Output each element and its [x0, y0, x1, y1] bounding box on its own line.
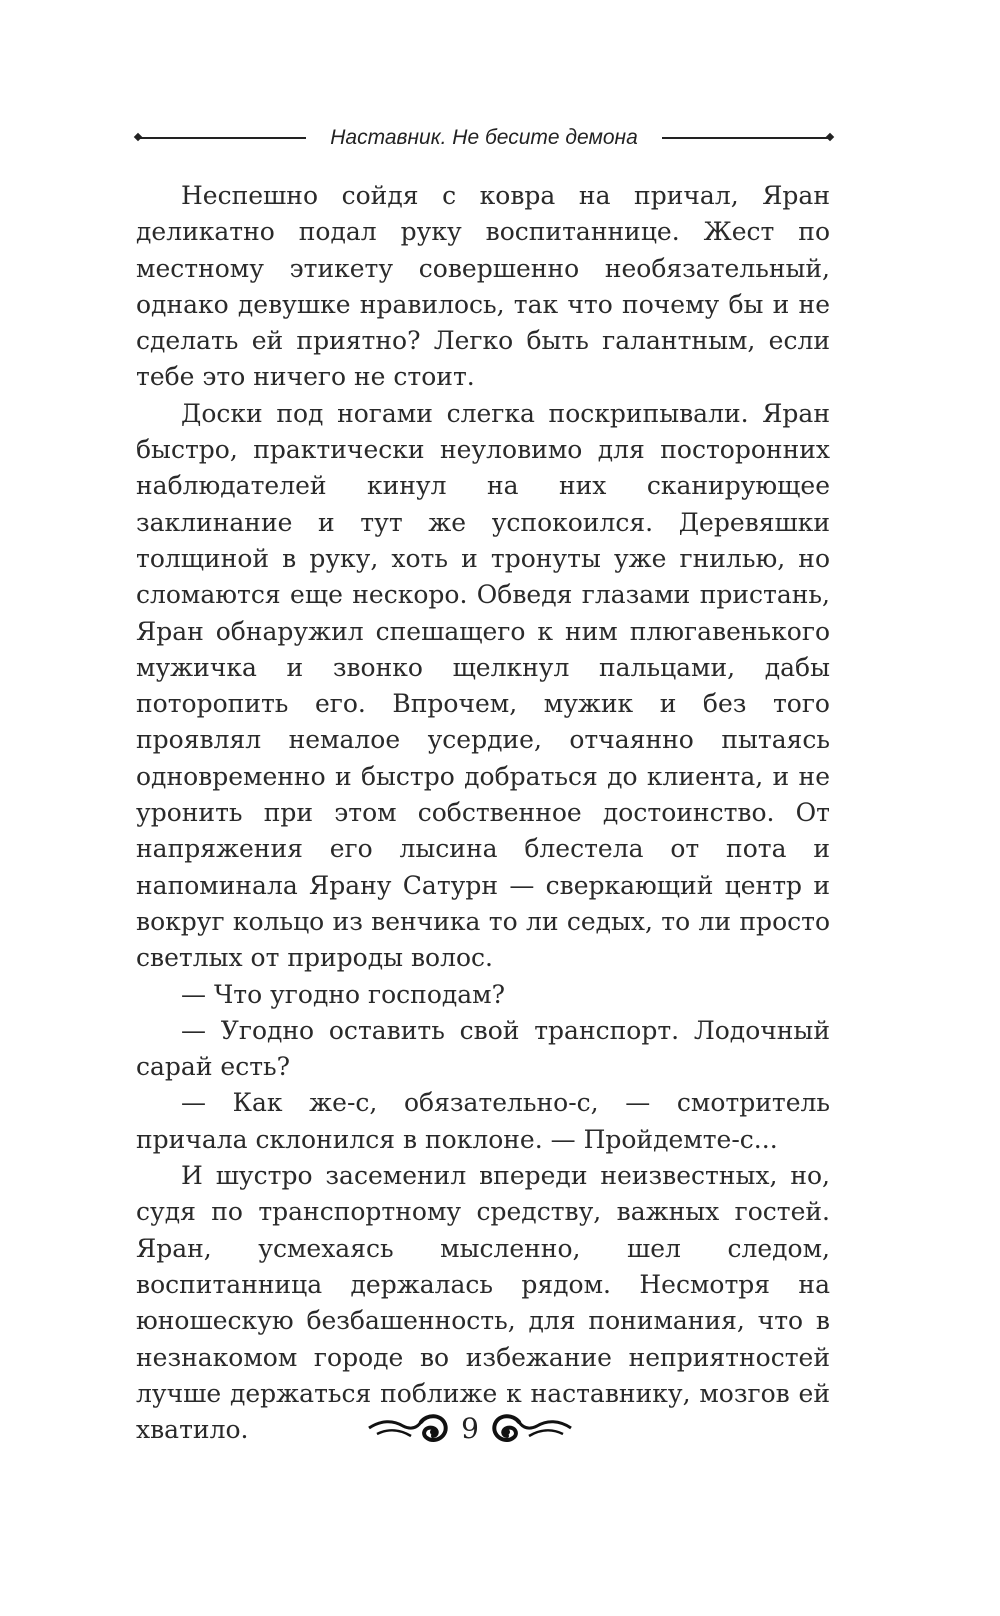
- paragraph: — Что угодно господам?: [181, 979, 506, 1009]
- scroll-ornament-icon: [367, 1408, 449, 1448]
- body-text: [136, 178, 830, 1448]
- header-title: Наставник. Не бесите демона: [330, 126, 638, 149]
- header-rule-left: [138, 137, 306, 139]
- paragraph: — Как же-с, обязательно-с, — смотритель причала склонился в поклоне. — Пройдемте-с...: [136, 1088, 830, 1154]
- paragraph: Неспешно сойдя с ковра на причал, Яран деликатно подал руку воспитаннице. Жест по местному этикету совершенно необязательный, однако девушке нравилось, так что почему бы и не сделать ей приятно? Легко быть галантным, если тебе это ничего не стоит.: [136, 181, 830, 392]
- paragraph: И шустро засеменил впереди неизвестных, но, судя по транспортному средству, важных гостей. Яран, усмехаясь мысленно, шел следом, воспитанница держалась рядом. Несмотря на юношескую безбашенность, для понимания, что в незнакомом городе во избежание неприятностей лучше держаться поближе к наставнику, мозгов ей хватило.: [136, 1161, 830, 1445]
- page-number: 9: [461, 1411, 479, 1445]
- header-rule-right: [662, 137, 830, 139]
- folio: [360, 1398, 580, 1458]
- scroll-ornament-icon: [491, 1408, 573, 1448]
- paragraph: — Угодно оставить свой транспорт. Лодочный сарай есть?: [136, 1015, 830, 1082]
- running-header: [138, 118, 830, 158]
- paragraph: Доски под ногами слегка поскрипывали. Яран быстро, практически неуловимо для посторонних наблюдателей кинул на них сканирующее заклинание и тут же успокоился. Деревяшки толщиной в руку, хоть и тронуты уже гнилью, но сломаются еще нескоро. Обведя глазами пристань, Яран обнаружил спешащего к ним плюгавенького мужичка и звонко щелкнул пальцами, дабы поторопить его. Впрочем, мужик и без того проявлял немалое усердие, отчаянно пытаясь одновременно и быстро добраться до клиента, и не уронить при этом собственное достоинство. От напряжения его лысина блестела от пота и напоминала Ярану Сатурн — сверкающий центр и вокруг кольцо из венчика то ли седых, то ли просто светлых от природы волос.: [136, 398, 830, 973]
